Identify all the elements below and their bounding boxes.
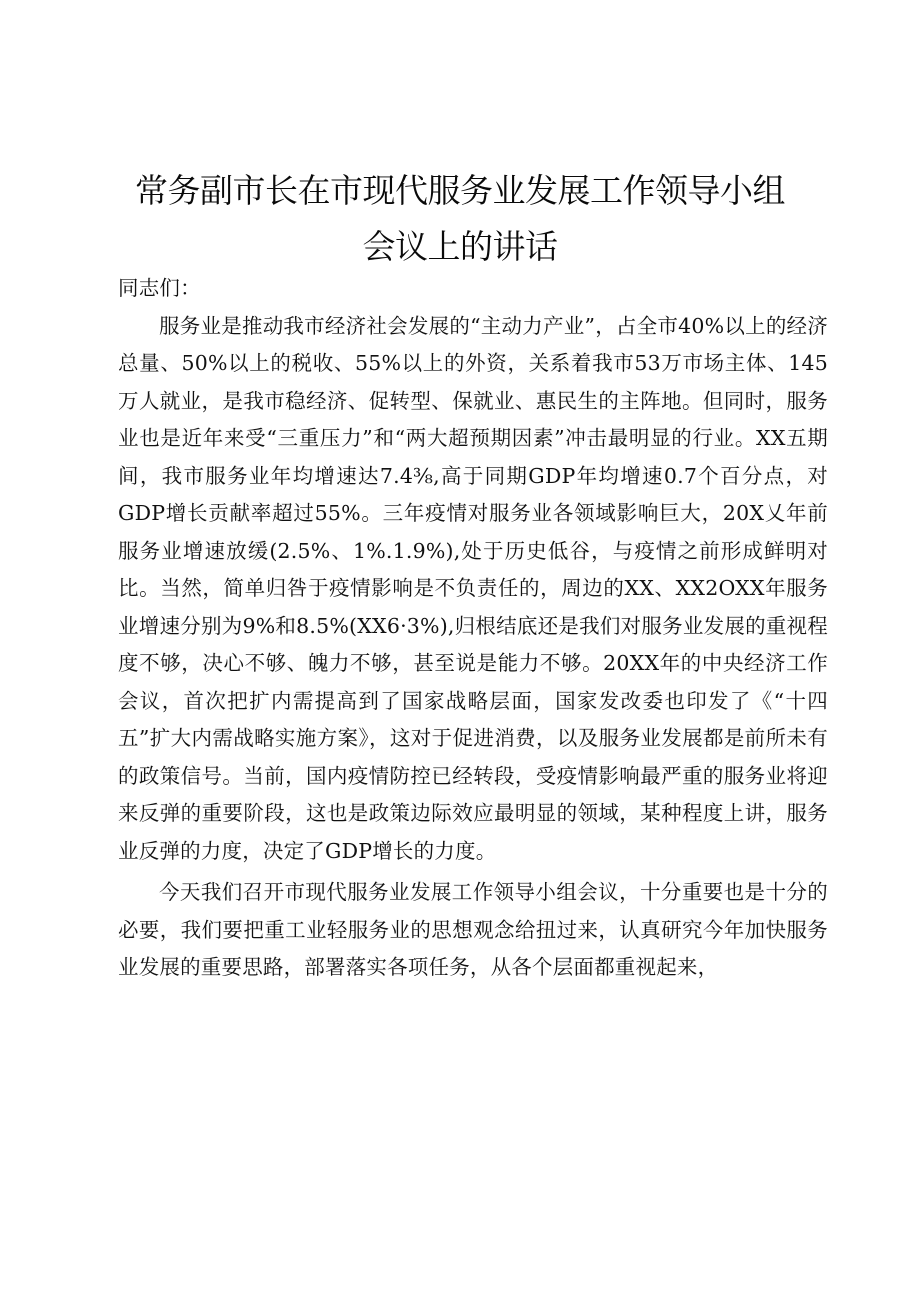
salutation: 同志们：: [118, 276, 201, 300]
paragraph-2: 今天我们召开市现代服务业发展工作领导小组会议，十分重要也是十分的必要，我们要把重工业轻服务业的思想观念给扭过来，认真研究今年加快服务业发展的重要思路，部署落实各项任务，从各个层面都重视起来，: [118, 880, 828, 979]
paragraph-1: 服务业是推动我市经济社会发展的“主动力产业”，占全市40%以上的经济总量、50%以上的税收、55%以上的外资，关系着我市53万市场主体、145万人就业，是我市稳经济、促转型、保就业、惠民生的主阵地。但同时，服务业也是近年来受“三重压力”和“两大超预期因素”冲击最明显的行业。XX五期间，我市服务业年均增速达7.4⅜,高于同期GDP年均增速0.7个百分点，对GDP增长贡献率超过55%。三年疫情对服务业各领域影响巨大，20X乂年前服务业增速放缓(2.5%、1%.1.9%),处于历史低谷，与疫情之前形成鲜明对比。当然，简单归咎于疫情影响是不负责任的，周边的XX、XX2OXX年服务业增速分别为9%和8.5%(XX6·3%),归根结底还是我们对服务业发展的重视程度不够，决心不够、魄力不够，甚至说是能力不够。20XX年的中央经济工作会议，首次把扩内需提高到了国家战略层面，国家发改委也印发了《“十四五”扩大内需战略实施方案》，这对于促进消费，以及服务业发展都是前所未有的政策信号。当前，国内疫情防控已经转段，受疫情影响最严重的服务业将迎来反弹的重要阶段，这也是政策边际效应最明显的领域，某种程度上讲，服务业反弹的力度，决定了GDP增长的力度。: [118, 313, 828, 863]
title-line-2: 会议上的讲话: [362, 227, 558, 266]
document-title: [0, 163, 920, 275]
document-body: [118, 270, 828, 987]
title-line-1: 常务副市长在市现代服务业发展工作领导小组: [135, 171, 785, 210]
